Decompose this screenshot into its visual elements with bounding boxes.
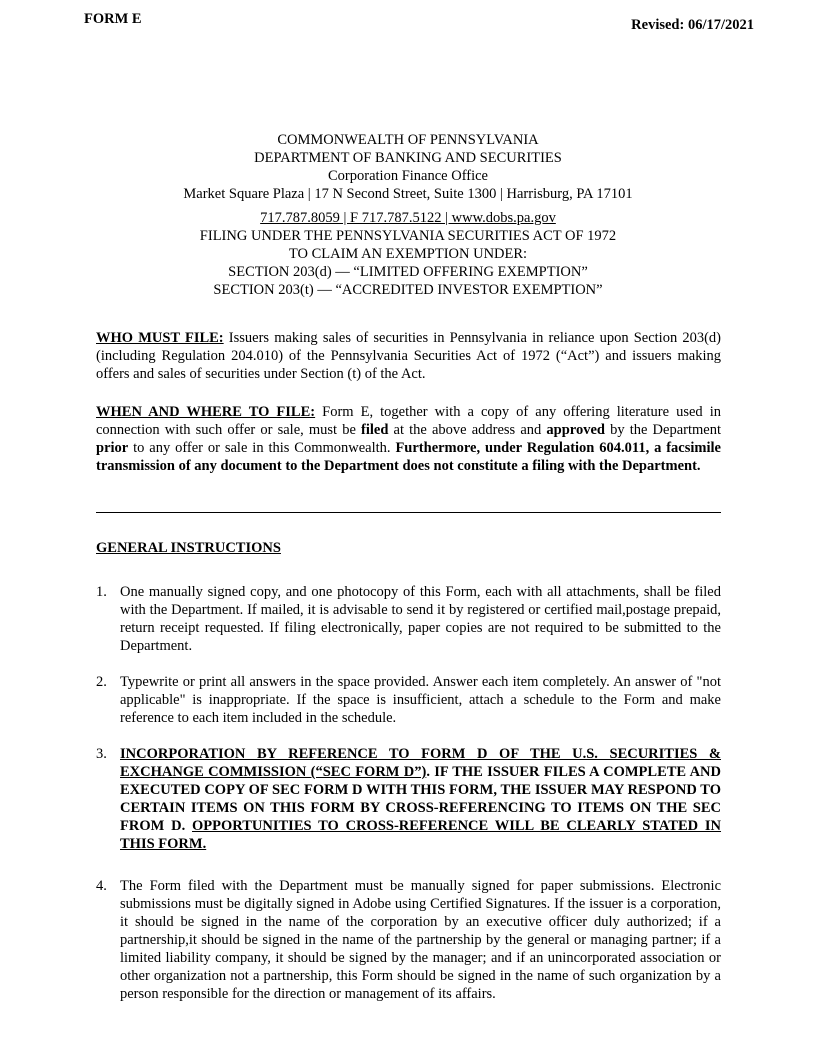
when-where-heading: WHEN AND WHERE TO FILE: [96, 404, 316, 420]
when-where-emphasis: prior [96, 440, 129, 456]
when-where-text: to any offer or sale in this Commonwealth. [128, 440, 396, 456]
instruction-text: Typewrite or print all answers in the space provided. Answer each item completely. An answer of "not applicable" is inappropriate. If the space is insufficient, attach a schedule to the Form and make reference to each item included in the schedule. [120, 674, 721, 726]
instruction-number: 1. [96, 584, 107, 600]
instruction-item-2 [96, 673, 721, 727]
when-where-text: at the above address and [388, 422, 547, 438]
agency-commonwealth: COMMONWEALTH OF PENNSYLVANIA [277, 132, 539, 148]
who-must-file-text: Issuers making sales of securities in Pennsylvania in reliance upon Section 203(d) (including Regulation 204.010) of the Pennsylvania Securities Act of 1972 (“Act”) and issuers making offers and sales of securities under Section (t) of the Act. [96, 330, 721, 382]
instruction-text: One manually signed copy, and one photocopy of this Form, each with all attachments, shall be filed with the Department. If mailed, it is advisable to send it by registered or certified mail,postage prepaid, return receipt requested. If filing electronically, paper copies are not required to be submitted to the Department. [120, 584, 721, 654]
when-where-emphasis: approved [546, 422, 605, 438]
general-instructions-title: GENERAL INSTRUCTIONS [96, 540, 281, 556]
incorporation-by-reference: INCORPORATION BY REFERENCE TO FORM D OF THE U.S. SECURITIES & EXCHANGE COMMISSION (“SEC FORM D”) [120, 746, 721, 780]
agency-office: Corporation Finance Office [328, 168, 488, 184]
instruction-list [96, 583, 721, 1003]
when-where-paragraph [96, 403, 721, 475]
agency-address: Market Square Plaza | 17 N Second Street, Suite 1300 | Harrisburg, PA 17101 [183, 186, 633, 202]
form-label: FORM E [84, 11, 142, 27]
when-where-text: Form E, together with a copy of any offering literature used in connection with such offer or sale, must be [96, 404, 721, 438]
instruction-item-3 [96, 745, 721, 853]
agency-contact-link[interactable]: 717.787.8059 | F 717.787.5122 | www.dobs.pa.gov [260, 210, 556, 226]
filing-title: FILING UNDER THE PENNSYLVANIA SECURITIES ACT OF 1972 [199, 228, 617, 244]
exemption-intro: TO CLAIM AN EXEMPTION UNDER: [288, 246, 528, 262]
section-203t: SECTION 203(t) — “ACCREDITED INVESTOR EXEMPTION” [213, 282, 603, 298]
instruction-item-4 [96, 877, 721, 1003]
instruction-text: . IF THE ISSUER FILES A COMPLETE AND EXECUTED COPY OF SEC FORM D WITH THIS FORM, THE ISSUER MAY RESPOND TO CERTAIN ITEMS ON THIS FORM BY CROSS-REFERENCING TO ITEMS ON THE SEC FROM D. [120, 764, 721, 834]
agency-header [96, 131, 720, 299]
who-must-file-paragraph [96, 329, 721, 383]
instruction-item-1 [96, 583, 721, 655]
facsimile-notice: Furthermore, under Regulation 604.011, a facsimile transmission of any document to the Department does not constitute a filing with the Department. [96, 440, 721, 474]
when-where-emphasis: filed [361, 422, 389, 438]
section-divider [96, 512, 721, 513]
instruction-text: The Form filed with the Department must be manually signed for paper submissions. Electronic submissions must be digitally signed in Adobe using Certified Signatures. If the issuer is a corporation, it should be signed in the name of the corporation by an executive officer duly authorized; if a partnership,it should be signed in the name of the partnership by the general or managing partner; if a limited liability company, it should be signed by the manager; and if an unincorporated association or other organization not a partnership, this Form should be signed in the name of such organization by a person responsible for the direction or management of its affairs. [120, 878, 721, 1002]
cross-reference-notice: OPPORTUNITIES TO CROSS-REFERENCE WILL BE CLEARLY STATED IN THIS FORM. [120, 818, 722, 852]
instruction-number: 4. [96, 878, 107, 894]
revision-date: Revised: 06/17/2021 [631, 17, 754, 33]
instruction-number: 2. [96, 674, 107, 690]
agency-department: DEPARTMENT OF BANKING AND SECURITIES [254, 150, 562, 166]
who-must-file-heading: WHO MUST FILE: [96, 330, 224, 346]
section-203d: SECTION 203(d) — “LIMITED OFFERING EXEMPTION” [228, 264, 588, 280]
when-where-text: by the Department [604, 422, 721, 438]
instruction-number: 3. [96, 746, 107, 762]
